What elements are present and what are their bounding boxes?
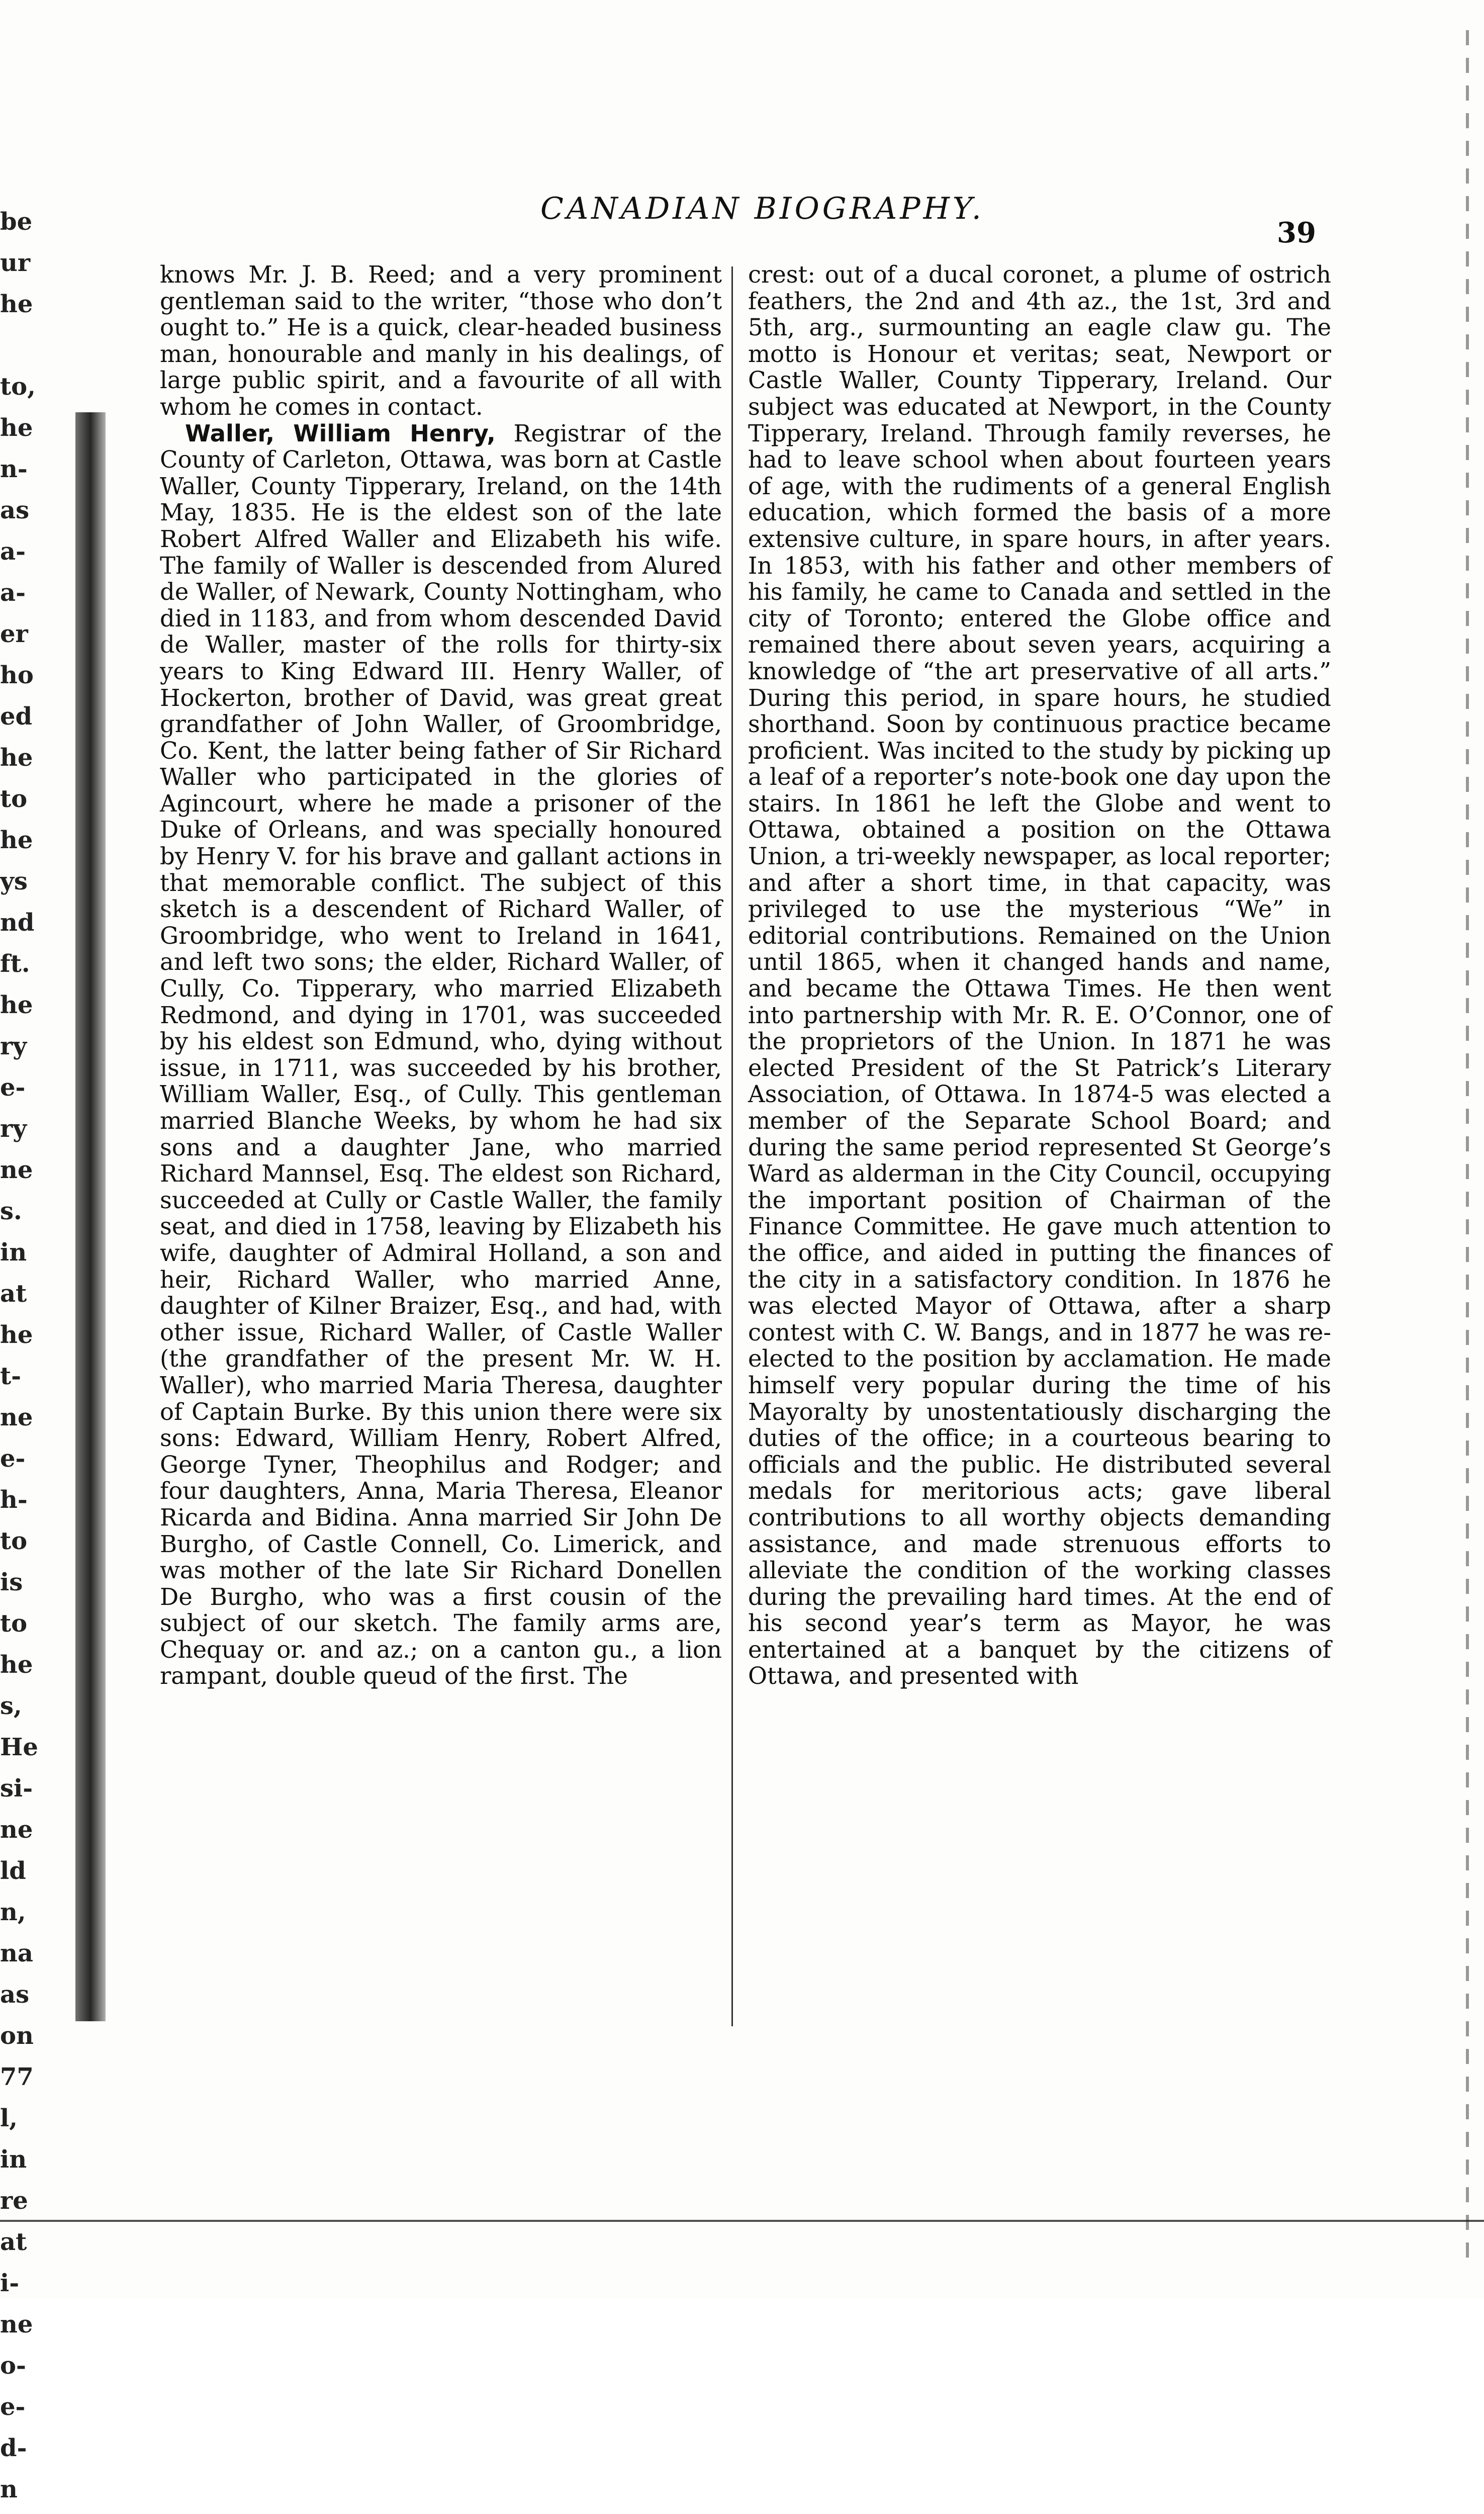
margin-fragment: na [0,1939,33,1967]
margin-fragment: ne [0,1403,33,1431]
margin-fragment: n [0,2475,18,2503]
margin-fragment: in [0,1238,27,1267]
margin-fragment: h- [0,1486,28,1514]
margin-fragment: ft. [0,950,30,978]
margin-fragment: he [0,991,33,1019]
margin-fragment: He [0,1733,38,1761]
margin-fragment [0,2510,60,2514]
margin-fragment: si- [0,1774,33,1803]
margin-fragment: s. [0,1197,22,1225]
margin-fragment: to [0,1527,28,1555]
margin-fragment: at [0,1280,27,1308]
margin-fragment: to [0,1609,28,1638]
margin-fragment: nd [0,909,35,937]
margin-fragment: s, [0,1692,22,1720]
margin-fragment: ys [0,867,28,895]
margin-fragment: ne [0,1156,33,1184]
margin-fragment: ed [0,702,33,731]
margin-fragment: he [0,414,33,442]
margin-fragment: o- [0,2352,26,2380]
margin-fragment: ry [0,1115,27,1143]
margin-fragment: l, [0,2104,18,2132]
margin-fragment: i- [0,2269,20,2297]
margin-fragment: he [0,744,33,772]
margin-fragment: as [0,1981,30,2009]
continuation-paragraph: knows Mr. J. B. Reed; and a very prominent gentleman said to the writer, “those who don’t ought to.” He is a quick, clear-headed business man, honourable and manly in his dealings, of large public spirit, and a favourite of all with whom he comes in contact. [160,261,722,420]
margin-fragment: d- [0,2434,27,2462]
margin-fragment: ld [0,1857,26,1885]
margin-fragment: e- [0,1073,26,1102]
margin-fragment: re [0,2187,28,2215]
margin-fragment: 77 [0,2063,34,2091]
column-divider [731,266,733,2026]
margin-fragment [0,325,60,366]
margin-fragment: er [0,620,28,648]
margin-fragment: ne [0,2310,33,2339]
entry-continuation: crest: out of a ducal coronet, a plume of ostrich feathers, the 2nd and 4th az., the 1st, 3rd and 5th, arg., surmounting an eagle claw gu. The motto is Honour et veritas; seat, Newport or Castle Waller, County Tipperary, Ireland. Our subject was educated at Newport, in the County Tipperary, Ireland. Through family reverses, he had to leave school when about fourteen years of age, with the rudiments of a general English education, which formed the basis of a more extensive culture, in spare hours, in after years. In 1853, with his father and other members of his family, he came to Canada and settled in the city of Toronto; entered the Globe office and remained there about seven years, acquiring a knowledge of “the art preservative of all arts.” During this period, in spare hours, he studied shorthand. Soon by continuous practice became proficient. Was incited to the study by picking up a leaf of a reporter’s note-book one day upon the stairs. In 1861 he left the Globe and went to Ottawa, obtained a position on the Ottawa Union, a tri-weekly newspaper, as local reporter; and after a short time, in that capacity, was privileged to use the mysterious “We” in editorial contributions. Remained on the Union until 1865, when it changed hands and name, and became the Ottawa Times. He then went into partnership with Mr. R. E. O’Connor, one of the proprietors of the Union. In 1871 he was elected President of the St Patrick’s Literary Association, of Ottawa. In 1874-5 was elected a member of the Separate School Board; and during the same period represented St George’s Ward as alderman in the City Council, occupying the important position of Chairman of the Finance Committee. He gave much attention to the office, and aided in putting the finances of the city in a satisfactory condition. In 1876 he was elected Mayor of Ottawa, after a sharp contest with C. W. Bangs, and in 1877 he was re-elected to the position by acclamation. He made himself very popular during the time of his Mayoralty by unostentatiously discharging the duties of the office; in a courteous bearing to officials and the public. He distributed several medals for meritorious acts; gave liberal contributions to all worthy objects demanding assistance, and made strenuous efforts to alleviate the condition of the working classes during the prevailing hard times. At the end of his second year’s term as Mayor, he was entertained at a banquet by the citizens of Ottawa, and presented with [748,261,1331,1690]
margin-fragment: to [0,785,28,813]
margin-fragment: ry [0,1032,27,1060]
running-title: CANADIAN BIOGRAPHY. [540,191,984,226]
page-number: 39 [1277,216,1316,249]
margin-fragment: ne [0,1816,33,1844]
margin-fragment: a- [0,579,26,607]
margin-fragment: he [0,290,33,318]
margin-fragment: is [0,1568,23,1596]
entry-name: Waller, William Henry, [185,419,496,447]
entry-text: Registrar of the County of Carleton, Ottawa, was born at Castle Waller, County Tipperary, Ireland, on the 14th May, 1835. He is the eldest son of the late Robert Alfred Waller and Elizabeth his wife. The family of Waller is descended from Alured de Waller, of Newark, County Nottingham, who died in 1183, and from whom descended David de Waller, master of the rolls for thirty-six years to King Edward III. Henry Waller, of Hockerton, brother of David, was great great grandfather of John Waller, of Groombridge, Co. Kent, the latter being father of Sir Richard Waller who participated in the glories of Agincourt, where he made a prisoner of the Duke of Orleans, and was specially honoured by Henry V. for his brave and gallant actions in that memorable conflict. The subject of this sketch is a descendent of Richard Waller, of Groombridge, who went to Ireland in 1641, and left two sons; the elder, Richard Waller, of Cully, Co. Tipperary, who married Elizabeth Redmond, and dying in 1701, was succeeded by his eldest son Edmund, who, dying without issue, in 1711, was succeeded by his brother, William Waller, Esq., of Cully. This gentleman married Blanche Weeks, by whom he had six sons and a daughter Jane, who married Richard Mannsel, Esq. The eldest son Richard, succeeded at Cully or Castle Waller, the family seat, and died in 1758, leaving by Elizabeth his wife, daughter of Admiral Holland, a son and heir, Richard Waller, who married Anne, daughter of Kilner Braizer, Esq., and had, with other issue, Richard Waller, of Castle Waller (the grandfather of the present Mr. W. H. Waller), who married Maria Theresa, daughter of Captain Burke. By this union there were six sons: Edward, William Henry, Robert Alfred, George Tyner, Theophilus and Rodger; and four daughters, Anna, Maria Theresa, Eleanor Ricarda and Bidina. Anna married Sir John De Burgho, of Castle Connell, Co. Limerick, and was mother of the late Sir Richard Donellen De Burgho, who was a first cousin of the subject of our sketch. The family arms are, Chequay or. and az.; on a canton gu., a lion rampant, double queud of the first. The [160,419,722,1690]
margin-fragment: n- [0,455,28,483]
margin-fragment: he [0,1651,33,1679]
margin-fragment: n, [0,1898,26,1926]
binding-shadow [75,412,106,2021]
biography-entry [160,420,722,1690]
right-column [748,261,1331,1689]
margin-fragment: at [0,2228,27,2256]
margin-fragment: be [0,208,33,236]
margin-fragment: on [0,2022,34,2050]
facing-page-margin-fragments [0,201,60,2503]
margin-fragment: e- [0,1445,26,1473]
bottom-edge-rule [0,2220,1484,2222]
left-column [160,261,722,1689]
margin-fragment: ur [0,249,31,277]
page-edge [1466,30,1469,2268]
margin-fragment: e- [0,2393,26,2421]
margin-fragment: ho [0,661,34,689]
margin-fragment: to, [0,373,36,401]
margin-fragment: in [0,2145,27,2174]
margin-fragment: he [0,1321,33,1349]
margin-fragment: a- [0,537,26,566]
margin-fragment: t- [0,1362,22,1390]
margin-fragment: he [0,826,33,854]
margin-fragment: as [0,496,30,524]
